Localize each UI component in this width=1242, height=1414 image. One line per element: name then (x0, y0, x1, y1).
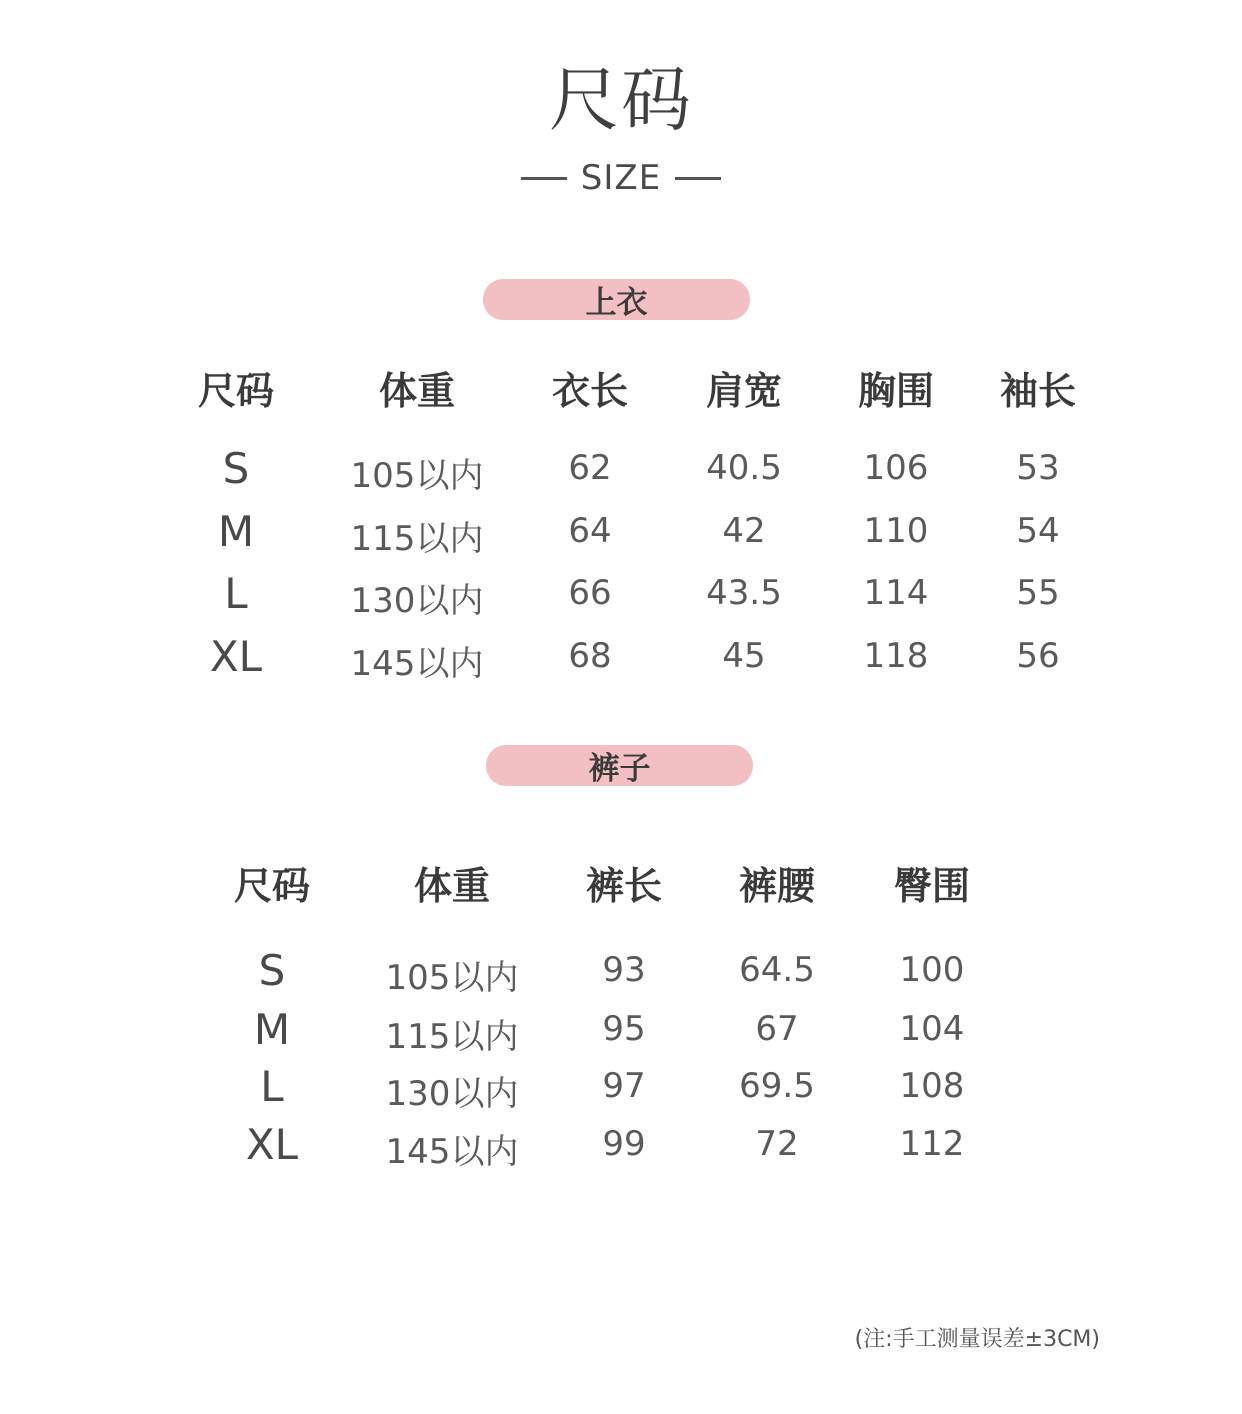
table-cell: 110 (863, 511, 929, 551)
table-cell: 104 (899, 1009, 965, 1049)
column-header: 臀围 (893, 864, 971, 908)
table-cell: 64 (568, 511, 612, 551)
size-cell: S (258, 946, 286, 995)
size-cell: L (224, 569, 248, 618)
table-cell: 69.5 (739, 1066, 815, 1106)
table-cell: 100 (899, 950, 965, 990)
section-label-top: 上衣 (483, 279, 750, 320)
size-cell: S (222, 444, 250, 493)
table-cell: 130以内 (350, 581, 484, 621)
column-header: 衣长 (551, 369, 629, 413)
column-header: 肩宽 (705, 369, 783, 413)
size-cell: M (253, 1005, 291, 1054)
table-cell: 115以内 (385, 1017, 519, 1057)
table-cell: 45 (722, 636, 766, 676)
size-cell: XL (245, 1120, 299, 1169)
table-cell: 55 (1016, 573, 1060, 613)
column-header: 胸围 (857, 369, 935, 413)
table-cell: 68 (568, 636, 612, 676)
left-divider (521, 177, 567, 180)
column-header: 体重 (413, 864, 491, 908)
column-header: 袖长 (999, 369, 1077, 413)
table-cell: 67 (755, 1009, 799, 1049)
measurement-note: (注:手工测量误差±3CM) (854, 1327, 1100, 1352)
table-cell: 95 (602, 1009, 646, 1049)
subtitle-text: SIZE (580, 158, 662, 198)
right-divider (675, 177, 721, 180)
column-header: 尺码 (197, 369, 275, 413)
table-cell: 54 (1016, 511, 1060, 551)
table-cell: 115以内 (350, 519, 484, 559)
section-label-pants: 裤子 (486, 745, 753, 786)
table-cell: 40.5 (706, 448, 782, 488)
subtitle (0, 156, 1242, 200)
table-cell: 42 (722, 511, 766, 551)
table-cell: 106 (863, 448, 929, 488)
table-cell: 130以内 (385, 1074, 519, 1114)
column-header: 裤腰 (738, 864, 816, 908)
column-header: 裤长 (585, 864, 663, 908)
size-cell: M (217, 507, 255, 556)
column-header: 体重 (378, 369, 456, 413)
column-header: 尺码 (233, 864, 311, 908)
page-title: 尺码 (549, 59, 693, 141)
table-cell: 108 (899, 1066, 965, 1106)
table-cell: 97 (602, 1066, 646, 1106)
table-cell: 99 (602, 1124, 646, 1164)
table-cell: 66 (568, 573, 612, 613)
table-cell: 72 (755, 1124, 799, 1164)
table-cell: 93 (602, 950, 646, 990)
table-cell: 145以内 (385, 1132, 519, 1172)
size-cell: L (260, 1062, 284, 1111)
table-cell: 53 (1016, 448, 1060, 488)
table-cell: 56 (1016, 636, 1060, 676)
table-cell: 114 (863, 573, 929, 613)
table-cell: 105以内 (350, 456, 484, 496)
table-cell: 145以内 (350, 644, 484, 684)
size-cell: XL (209, 632, 263, 681)
table-cell: 112 (899, 1124, 965, 1164)
table-cell: 118 (863, 636, 929, 676)
table-cell: 62 (568, 448, 612, 488)
table-cell: 64.5 (739, 950, 815, 990)
table-cell: 43.5 (706, 573, 782, 613)
table-cell: 105以内 (385, 958, 519, 998)
